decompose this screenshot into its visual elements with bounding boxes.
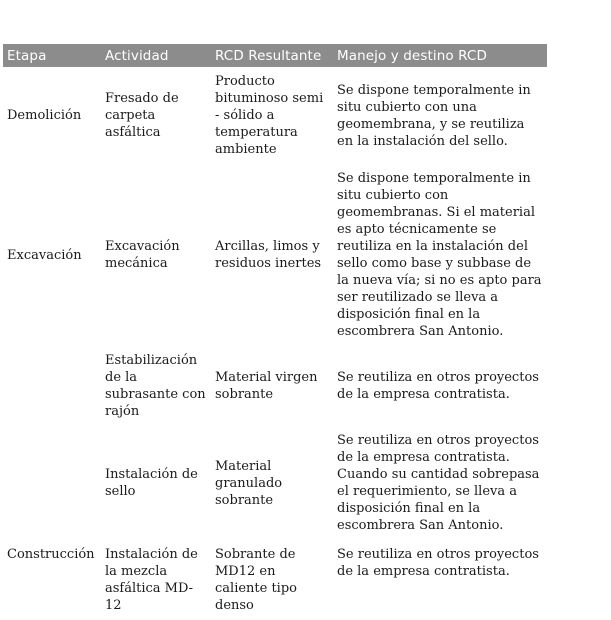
table-row	[3, 540, 547, 620]
cell-actividad: Estabilización de la subrasante con rajón	[105, 353, 206, 419]
table-row	[3, 164, 547, 346]
header-manejo-destino: Manejo y destino RCD	[333, 44, 547, 67]
cell-rcd: Material virgen sobrante	[215, 370, 318, 402]
cell-manejo: Se dispone temporalmente in situ cubierto con una geomembrana, y se reutiliza en la instalación del sello.	[337, 82, 531, 149]
cell-etapa	[3, 346, 101, 426]
cell-manejo: Se reutiliza en otros proyectos de la empresa contratista. Cuando su cantidad sobrepasa el requerimiento, se lleva a disposición final en la escombrera San Antonio.	[337, 433, 540, 533]
cell-etapa	[3, 426, 101, 540]
cell-actividad: Instalación de sello	[105, 467, 198, 499]
header-row	[3, 44, 547, 67]
header-etapa: Etapa	[3, 44, 101, 67]
cell-actividad: Instalación de la mezcla asfáltica MD-12	[105, 547, 198, 613]
table-row	[3, 67, 547, 164]
table-row	[3, 426, 547, 540]
table-row	[3, 346, 547, 426]
cell-actividad: Fresado de carpeta asfáltica	[105, 91, 179, 140]
cell-rcd: Sobrante de MD12 en caliente tipo denso	[215, 547, 297, 613]
cell-manejo: Se dispone temporalmente in situ cubierto con geomembranas. Si el material es apto técnicamente se reutiliza en la instalación del sello como base y subbase de la nueva vía; si no es apto para ser reutilizado se lleva a disposición final en la escombrera San Antonio.	[337, 171, 542, 339]
cell-etapa: Excavación	[7, 247, 82, 263]
cell-manejo: Se reutiliza en otros proyectos de la empresa contratista.	[337, 547, 539, 579]
cell-rcd: Material granulado sobrante	[215, 458, 283, 508]
cell-actividad: Excavación mecánica	[105, 239, 180, 271]
table-header	[3, 44, 547, 67]
header-rcd-resultante: RCD Resultante	[211, 44, 333, 67]
rcd-management-table	[3, 44, 547, 620]
cell-manejo: Se reutiliza en otros proyectos de la empresa contratista.	[337, 370, 539, 402]
table-body	[3, 67, 547, 620]
rcd-table-container	[3, 44, 547, 620]
cell-rcd: Arcillas, limos y residuos inertes	[215, 239, 322, 271]
cell-rcd: Producto bituminoso semi - sólido a temperatura ambiente	[215, 74, 324, 157]
cell-etapa: Construcción	[7, 547, 95, 562]
cell-etapa: Demolición	[7, 108, 82, 123]
header-actividad: Actividad	[101, 44, 211, 67]
